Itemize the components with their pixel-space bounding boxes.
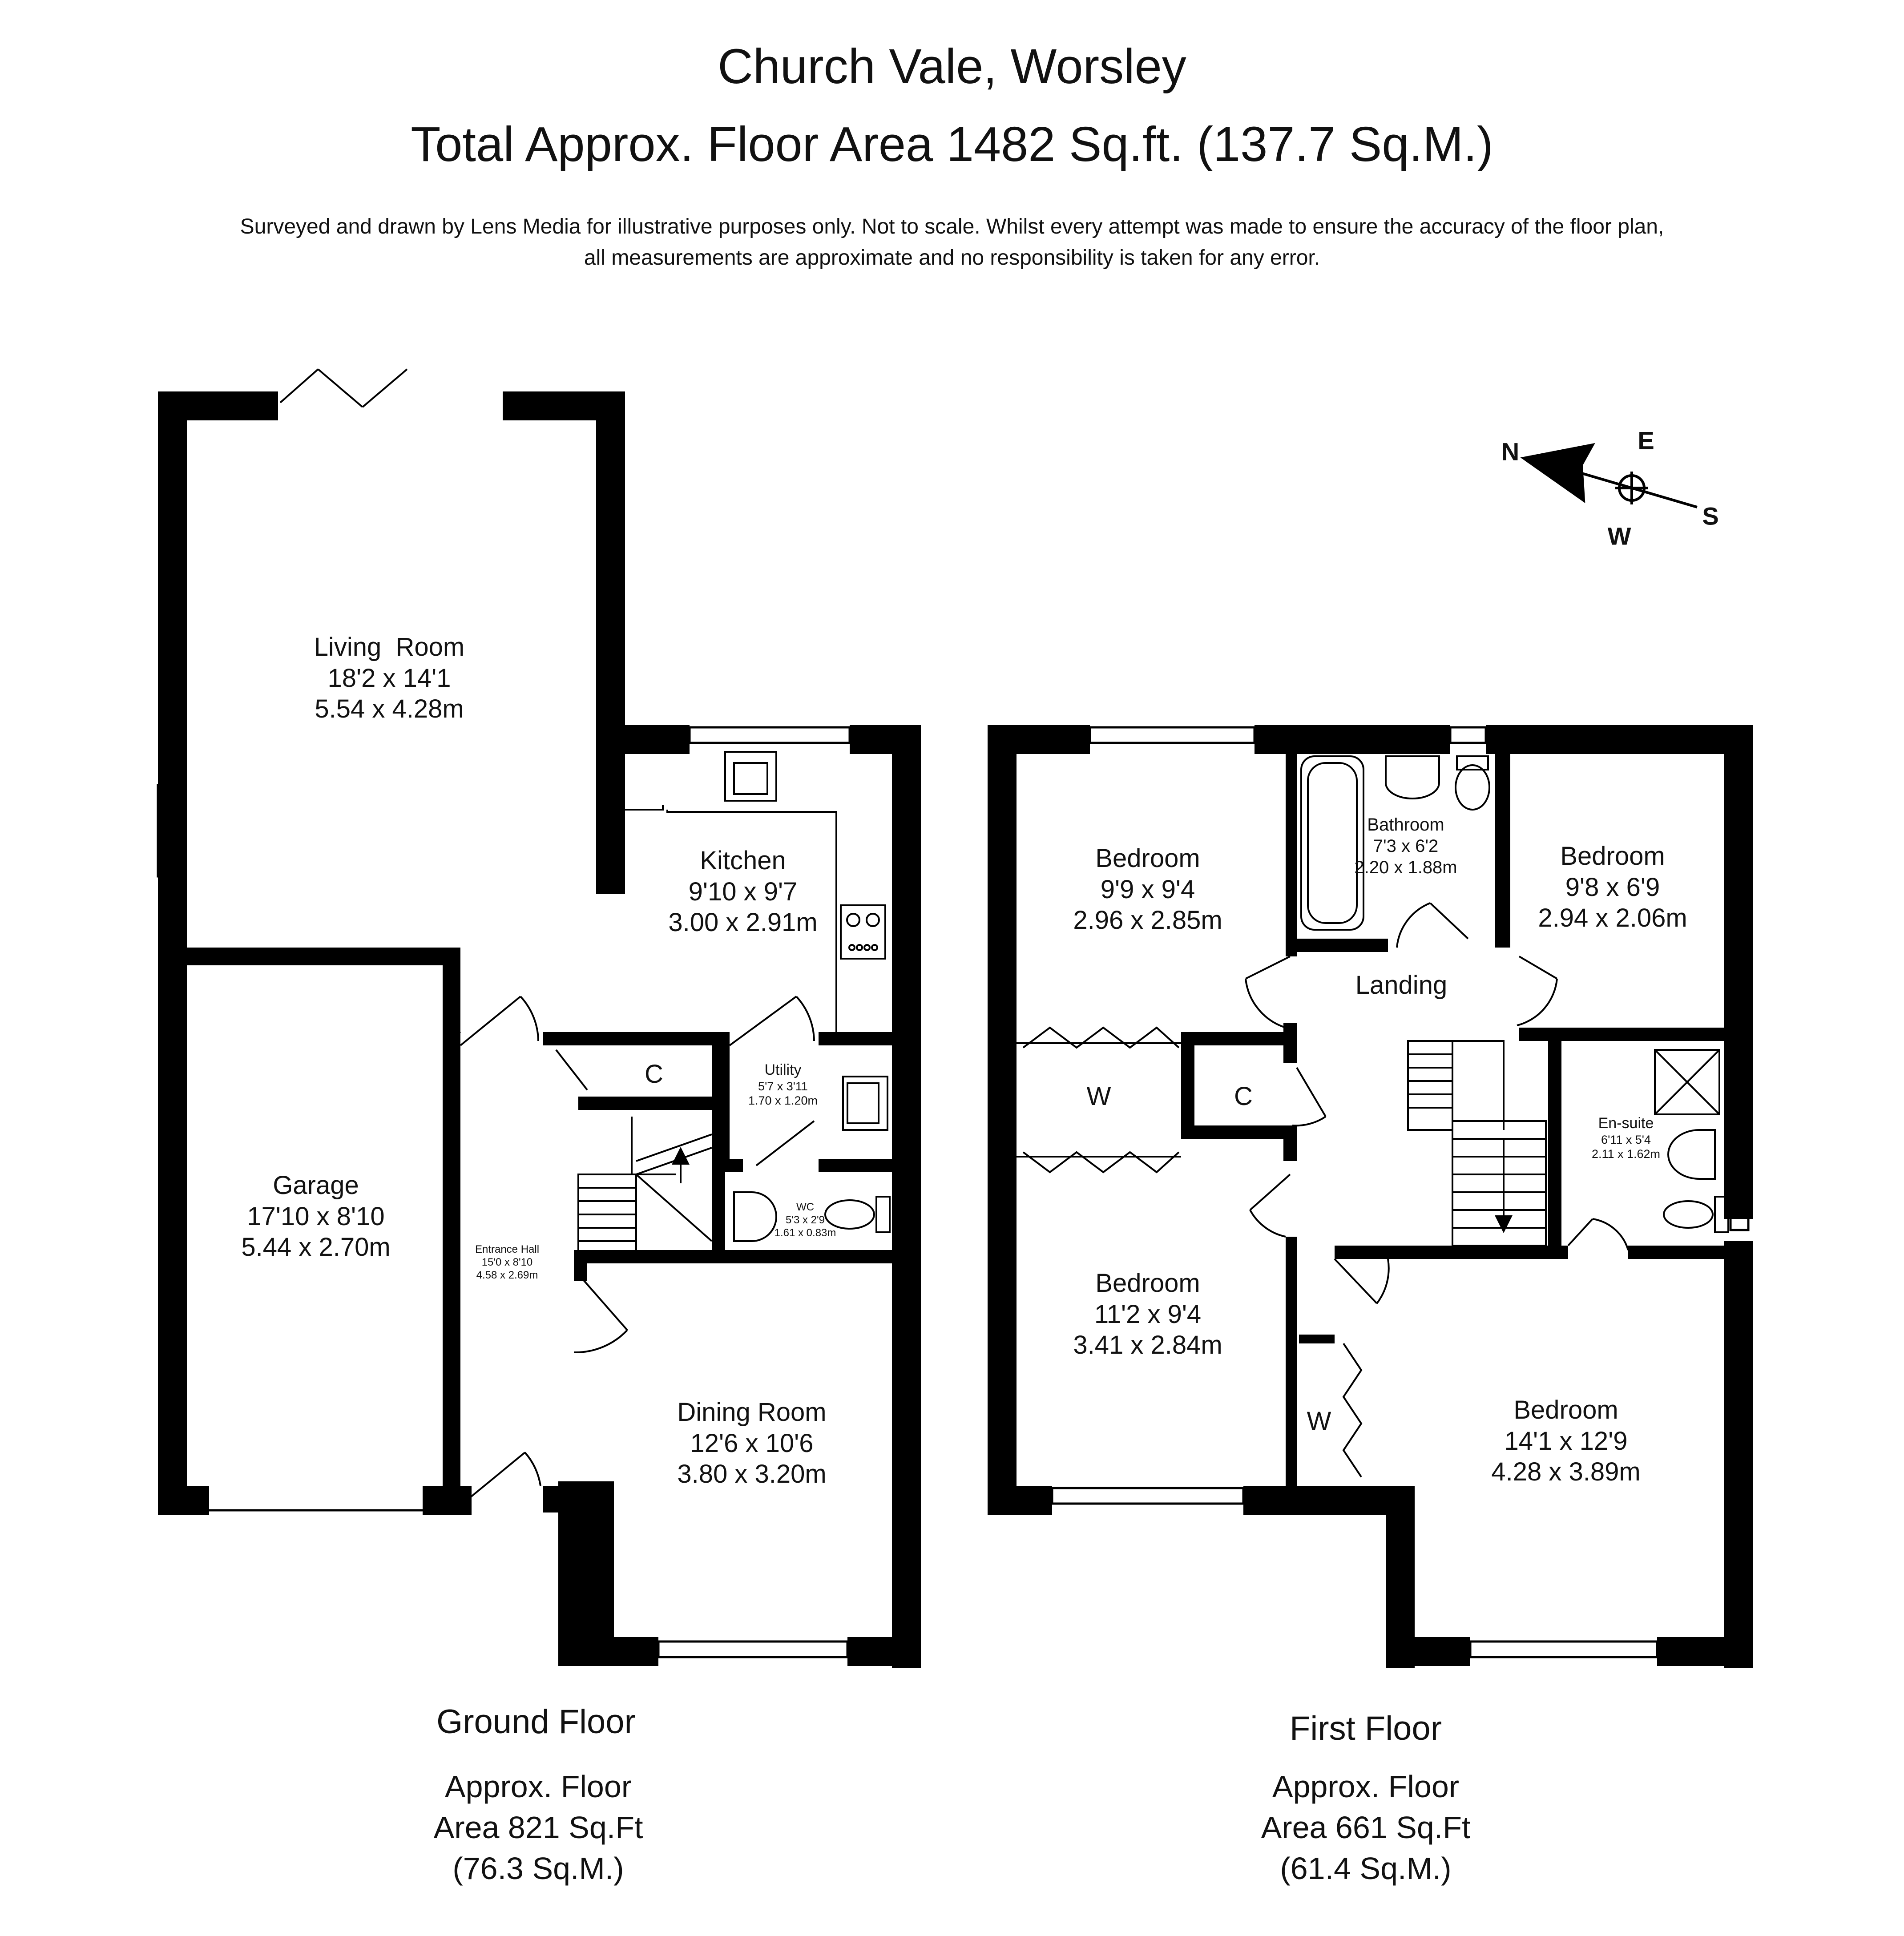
room-metric: 2.11 x 1.62m — [1591, 1147, 1661, 1161]
room-imperial: 9'10 x 9'7 — [688, 877, 798, 906]
room-name: Bedroom — [1095, 844, 1200, 873]
room-imperial: 11'2 x 9'4 — [1094, 1299, 1202, 1329]
area-line-1: Approx. Floor — [1272, 1769, 1460, 1804]
wc-label — [775, 1201, 836, 1239]
compass-west-label: W — [1607, 522, 1631, 550]
room-imperial: 6'11 x 5'4 — [1601, 1133, 1651, 1146]
room-imperial: 9'8 x 6'9 — [1565, 872, 1660, 902]
area-line-1: Approx. Floor — [444, 1769, 632, 1804]
room-imperial: 17'10 x 8'10 — [247, 1202, 385, 1231]
room-name: W — [1307, 1407, 1331, 1436]
room-name: Garage — [273, 1171, 359, 1200]
room-metric: 3.41 x 2.84m — [1073, 1331, 1222, 1360]
compass-east-label: E — [1638, 426, 1654, 455]
garage-label — [241, 1170, 390, 1263]
bedroom-1-label — [1073, 843, 1222, 936]
ground-floor-caption: Ground Floor — [436, 1703, 636, 1741]
compass-north-label: N — [1501, 437, 1520, 466]
room-metric: 2.96 x 2.85m — [1073, 906, 1222, 935]
bedroom-3-label — [1073, 1268, 1222, 1361]
room-name: Bedroom — [1095, 1269, 1200, 1298]
room-imperial: 5'3 x 2'9 — [786, 1214, 825, 1226]
room-name: Bedroom — [1513, 1396, 1618, 1424]
living-room-label — [314, 632, 464, 725]
landing-label — [1355, 970, 1447, 1001]
room-name: Landing — [1355, 971, 1448, 1000]
area-line-2: Area 661 Sq.Ft — [1261, 1810, 1471, 1845]
room-name: Dining Room — [677, 1398, 827, 1427]
room-name: C — [1234, 1082, 1253, 1111]
disclaimer-line-1: Surveyed and drawn by Lens Media for illustrative purposes only. Not to scale. Whilst every attempt was made to ensure the accuracy of the floor plan, — [240, 215, 1664, 238]
room-imperial: 5'7 x 3'11 — [758, 1079, 808, 1093]
room-imperial: 15'0 x 8'10 — [481, 1256, 533, 1268]
room-name: Utility — [764, 1061, 802, 1078]
room-name: W — [1086, 1082, 1111, 1111]
wardrobe-2-label — [1307, 1406, 1331, 1437]
ground-cupboard-label — [645, 1059, 663, 1090]
area-line-2: Area 821 Sq.Ft — [433, 1810, 643, 1845]
room-metric: 5.44 x 2.70m — [241, 1233, 391, 1262]
utility-label — [748, 1061, 818, 1108]
room-name: Bedroom — [1560, 842, 1665, 871]
room-metric: 4.58 x 2.69m — [476, 1269, 538, 1281]
room-name: WC — [796, 1201, 814, 1213]
first-floor-area — [1261, 1766, 1471, 1889]
first-floor-caption: First Floor — [1290, 1710, 1442, 1747]
bedroom-2-label — [1538, 841, 1687, 934]
disclaimer-line-2: all measurements are approximate and no responsibility is taken for any error. — [584, 246, 1320, 270]
first-floor-doors — [1246, 903, 1628, 1303]
room-metric: 2.94 x 2.06m — [1538, 903, 1687, 933]
area-line-3: (61.4 Sq.M.) — [1280, 1851, 1452, 1886]
wardrobe-label — [1087, 1081, 1111, 1112]
room-metric: 1.61 x 0.83m — [774, 1226, 836, 1239]
bathroom-label — [1354, 814, 1457, 878]
room-metric: 4.28 x 3.89m — [1491, 1457, 1641, 1487]
room-name: Kitchen — [700, 846, 786, 875]
page-title: Church Vale, Worsley — [718, 39, 1186, 94]
room-imperial: 7'3 x 6'2 — [1373, 836, 1439, 856]
room-imperial: 9'9 x 9'4 — [1100, 875, 1195, 904]
room-name: En-suite — [1598, 1115, 1654, 1132]
room-name: Bathroom — [1367, 815, 1444, 835]
room-name: Living Room — [314, 633, 465, 661]
room-metric: 3.80 x 3.20m — [677, 1460, 827, 1489]
first-cupboard-label — [1234, 1081, 1253, 1112]
room-imperial: 12'6 x 10'6 — [690, 1428, 814, 1458]
compass-rose-icon — [1524, 445, 1697, 507]
room-metric: 2.20 x 1.88m — [1354, 858, 1457, 877]
room-metric: 5.54 x 4.28m — [315, 694, 464, 724]
room-imperial: 14'1 x 12'9 — [1504, 1426, 1628, 1456]
bedroom-4-label — [1491, 1395, 1640, 1488]
total-area-heading: Total Approx. Floor Area 1482 Sq.ft. (137.7 Sq.M.) — [411, 117, 1493, 172]
entrance-hall-label — [475, 1243, 539, 1282]
area-line-3: (76.3 Sq.M.) — [452, 1851, 624, 1886]
room-name: C — [645, 1060, 663, 1089]
en-suite-label — [1592, 1114, 1660, 1162]
kitchen-label — [668, 845, 817, 938]
compass-south-label: S — [1702, 502, 1719, 530]
room-imperial: 18'2 x 14'1 — [327, 663, 451, 693]
room-metric: 3.00 x 2.91m — [668, 908, 818, 937]
dining-room-label — [677, 1397, 826, 1490]
room-name: Entrance Hall — [475, 1243, 540, 1255]
ground-floor-area — [434, 1766, 643, 1889]
room-metric: 1.70 x 1.20m — [748, 1094, 818, 1108]
